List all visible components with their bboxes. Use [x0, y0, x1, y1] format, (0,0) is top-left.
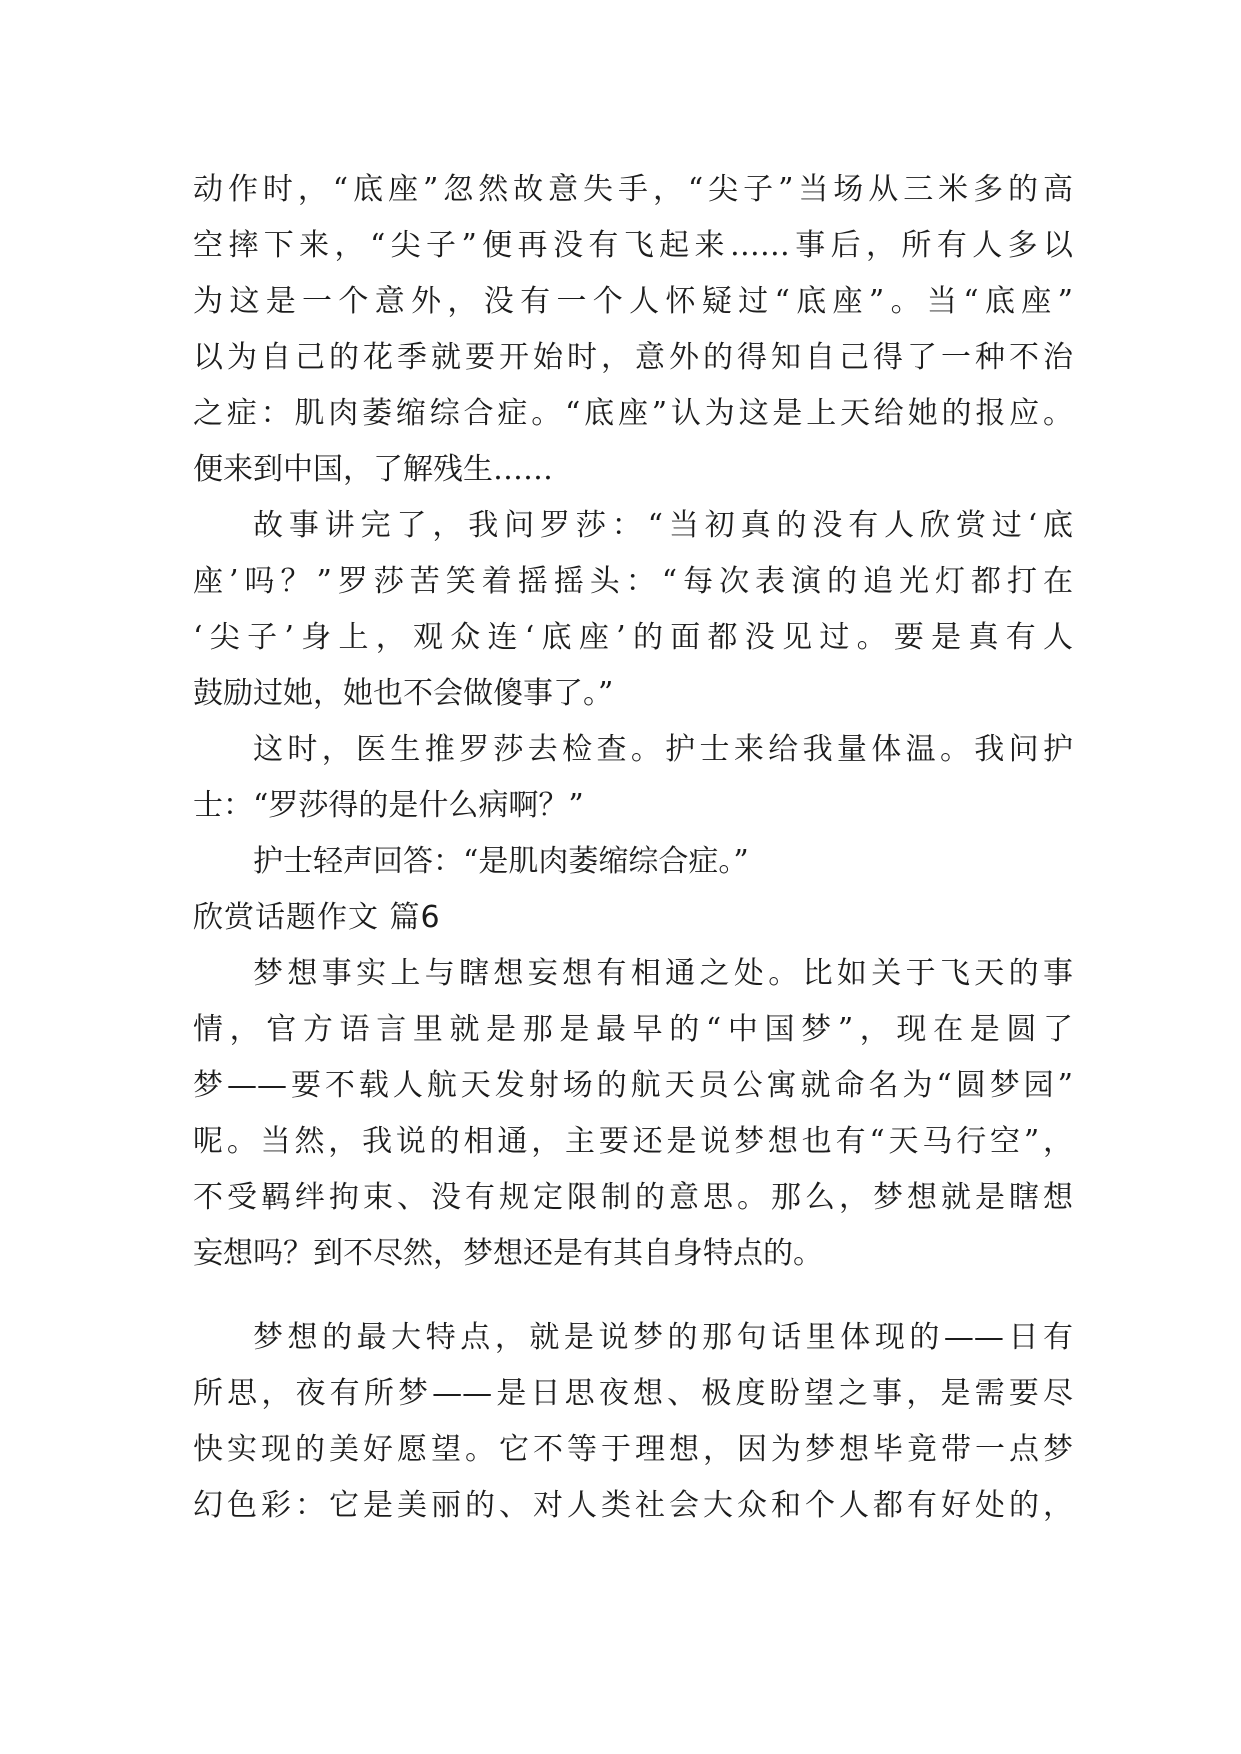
paragraph-first-line: 梦想事实上与瞎想妄想有相通之处。比如关于飞天的事 [253, 956, 1073, 991]
text-line: 不受羁绊拘束、没有规定限制的意思。那么，梦想就是瞎想 [193, 1180, 1073, 1215]
text-line: 呢。当然，我说的相通，主要还是说梦想也有“天马行空”， [193, 1124, 1073, 1159]
paragraph-first-line: 这时，医生推罗莎去检查。护士来给我量体温。我问护 [253, 732, 1073, 767]
text-line: ‘尖子’身上，观众连‘底座’的面都没见过。要是真有人 [193, 620, 1073, 655]
text-line: 所思，夜有所梦——是日思夜想、极度盼望之事，是需要尽 [193, 1376, 1073, 1411]
section-heading: 欣赏话题作文 篇6 [193, 900, 441, 935]
text-line: 鼓励过她，她也不会做傻事了。” [193, 676, 614, 711]
text-line: 以为自己的花季就要开始时，意外的得知自己得了一种不治 [193, 340, 1073, 375]
text-line: 幻色彩：它是美丽的、对人类社会大众和个人都有好处的， [193, 1488, 1073, 1523]
text-line: 妄想吗？到不尽然，梦想还是有其自身特点的。 [193, 1236, 823, 1271]
text-line: 座’吗？”罗莎苦笑着摇摇头：“每次表演的追光灯都打在 [193, 564, 1073, 599]
text-line: 梦——要不载人航天发射场的航天员公寓就命名为“圆梦园” [193, 1068, 1073, 1103]
text-line: 空摔下来，“尖子”便再没有飞起来……事后，所有人多以 [193, 228, 1073, 263]
paragraph-first-line: 护士轻声回答：“是肌肉萎缩综合症。” [253, 844, 749, 879]
text-line: 快实现的美好愿望。它不等于理想，因为梦想毕竟带一点梦 [193, 1432, 1073, 1467]
text-line: 为这是一个意外，没有一个人怀疑过“底座”。当“底座” [193, 284, 1073, 319]
text-line: 动作时，“底座”忽然故意失手，“尖子”当场从三米多的高 [193, 172, 1073, 207]
paragraph-first-line: 梦想的最大特点，就是说梦的那句话里体现的——日有 [253, 1320, 1073, 1355]
text-line: 士：“罗莎得的是什么病啊？” [193, 788, 584, 823]
text-line: 之症：肌肉萎缩综合症。“底座”认为这是上天给她的报应。 [193, 396, 1073, 431]
text-line: 情，官方语言里就是那是最早的“中国梦”，现在是圆了 [193, 1012, 1073, 1047]
text-line: 便来到中国，了解残生…… [193, 452, 553, 487]
paragraph-first-line: 故事讲完了，我问罗莎：“当初真的没有人欣赏过‘底 [253, 508, 1073, 543]
